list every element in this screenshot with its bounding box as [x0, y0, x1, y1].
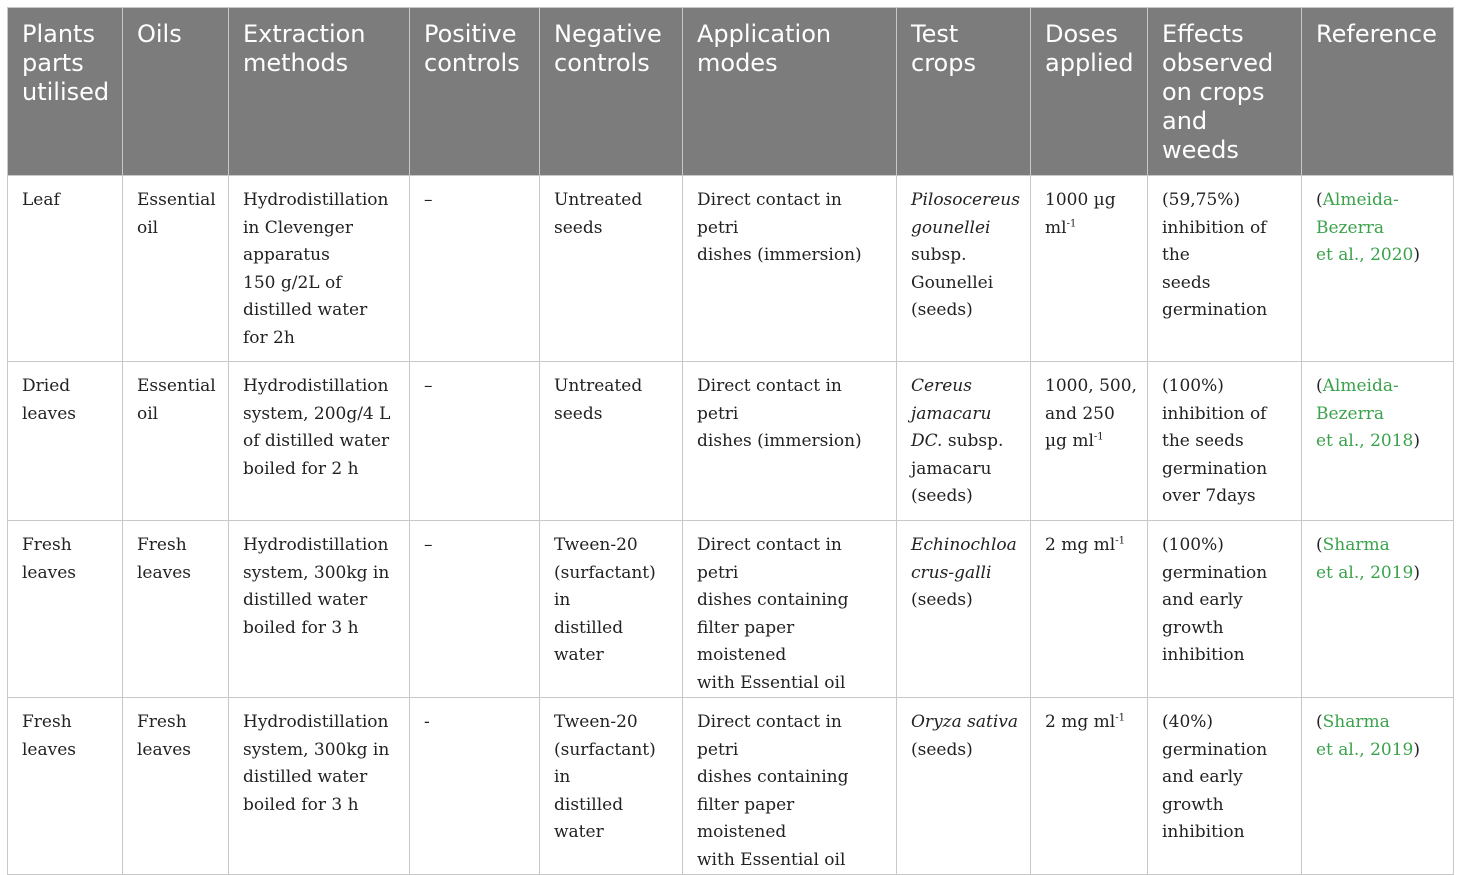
header-extraction: Extraction methods	[229, 8, 410, 176]
data-table	[7, 7, 1454, 875]
header-effects: Effects observed on crops and weeds	[1148, 8, 1302, 176]
cell-plant: Fresh leaves	[8, 698, 123, 875]
cell-effect: (40%) germination and early growth inhibition	[1148, 698, 1302, 875]
cell-application: Direct contact in petri dishes containing filter paper moistened with Essential oil	[683, 521, 897, 698]
header-row	[8, 8, 1454, 176]
reference-link[interactable]: Sharma et al., 2019	[1316, 535, 1414, 583]
cell-oil: Fresh leaves	[123, 698, 229, 875]
cell-negative-control: Tween-20 (surfactant) in distilled water	[540, 698, 683, 875]
cell-test-crop: Pilosocereus gounellei subsp. Gounellei (seeds)	[897, 176, 1031, 362]
cell-extraction: Hydrodistillation system, 300kg in distilled water boiled for 3 h	[229, 698, 410, 875]
cell-test-crop: Oryza sativa (seeds)	[897, 698, 1031, 875]
cell-effect: (59,75%) inhibition of the seeds germination	[1148, 176, 1302, 362]
cell-extraction: Hydrodistillation in Clevenger apparatus 150 g/2L of distilled water for 2h	[229, 176, 410, 362]
cell-negative-control: Untreated seeds	[540, 176, 683, 362]
cell-reference: (Sharma et al., 2019)	[1302, 698, 1454, 875]
reference-link[interactable]: Almeida- Bezerra et al., 2020	[1316, 190, 1414, 265]
cell-extraction: Hydrodistillation system, 300kg in distilled water boiled for 3 h	[229, 521, 410, 698]
cell-application: Direct contact in petri dishes (immersion)	[683, 362, 897, 521]
cell-test-crop: Echinochloa crus-galli (seeds)	[897, 521, 1031, 698]
cell-negative-control: Untreated seeds	[540, 362, 683, 521]
cell-plant: Dried leaves	[8, 362, 123, 521]
header-reference: Reference	[1302, 8, 1454, 176]
table-row	[8, 521, 1454, 698]
header-test-crops: Test crops	[897, 8, 1031, 176]
header-positive-controls: Positive controls	[410, 8, 540, 176]
cell-positive-control: –	[410, 362, 540, 521]
cell-oil: Fresh leaves	[123, 521, 229, 698]
cell-positive-control: –	[410, 521, 540, 698]
header-plants: Plants parts utilised	[8, 8, 123, 176]
cell-effect: (100%) inhibition of the seeds germination over 7days	[1148, 362, 1302, 521]
cell-extraction: Hydrodistillation system, 200g/4 L of distilled water boiled for 2 h	[229, 362, 410, 521]
cell-reference: (Almeida- Bezerra et al., 2018)	[1302, 362, 1454, 521]
cell-application: Direct contact in petri dishes containing filter paper moistened with Essential oil	[683, 698, 897, 875]
cell-plant: Fresh leaves	[8, 521, 123, 698]
cell-positive-control: –	[410, 176, 540, 362]
cell-reference: (Sharma et al., 2019)	[1302, 521, 1454, 698]
cell-dose: 1000, 500, and 250 µg $ml^{-1}$	[1031, 362, 1148, 521]
cell-dose: 1000 µg $ml^{-1}$	[1031, 176, 1148, 362]
cell-test-crop: Cereus jamacaru DC. subsp. jamacaru (seeds)	[897, 362, 1031, 521]
header-application: Application modes	[683, 8, 897, 176]
cell-oil: Essential oil	[123, 362, 229, 521]
reference-link[interactable]: Almeida- Bezerra et al., 2018	[1316, 376, 1414, 451]
reference-link[interactable]: Sharma et al., 2019	[1316, 712, 1414, 760]
table-row	[8, 698, 1454, 875]
table-row	[8, 362, 1454, 521]
cell-effect: (100%) germination and early growth inhibition	[1148, 521, 1302, 698]
cell-dose: 2 mg $ml^{-1}$	[1031, 698, 1148, 875]
cell-plant: Leaf	[8, 176, 123, 362]
table-row	[8, 176, 1454, 362]
header-negative-controls: Negative controls	[540, 8, 683, 176]
header-oils: Oils	[123, 8, 229, 176]
cell-dose: 2 mg $ml^{-1}$	[1031, 521, 1148, 698]
cell-negative-control: Tween-20 (surfactant) in distilled water	[540, 521, 683, 698]
cell-reference: (Almeida- Bezerra et al., 2020)	[1302, 176, 1454, 362]
cell-application: Direct contact in petri dishes (immersion)	[683, 176, 897, 362]
header-doses: Doses applied	[1031, 8, 1148, 176]
cell-oil: Essential oil	[123, 176, 229, 362]
cell-positive-control: -	[410, 698, 540, 875]
